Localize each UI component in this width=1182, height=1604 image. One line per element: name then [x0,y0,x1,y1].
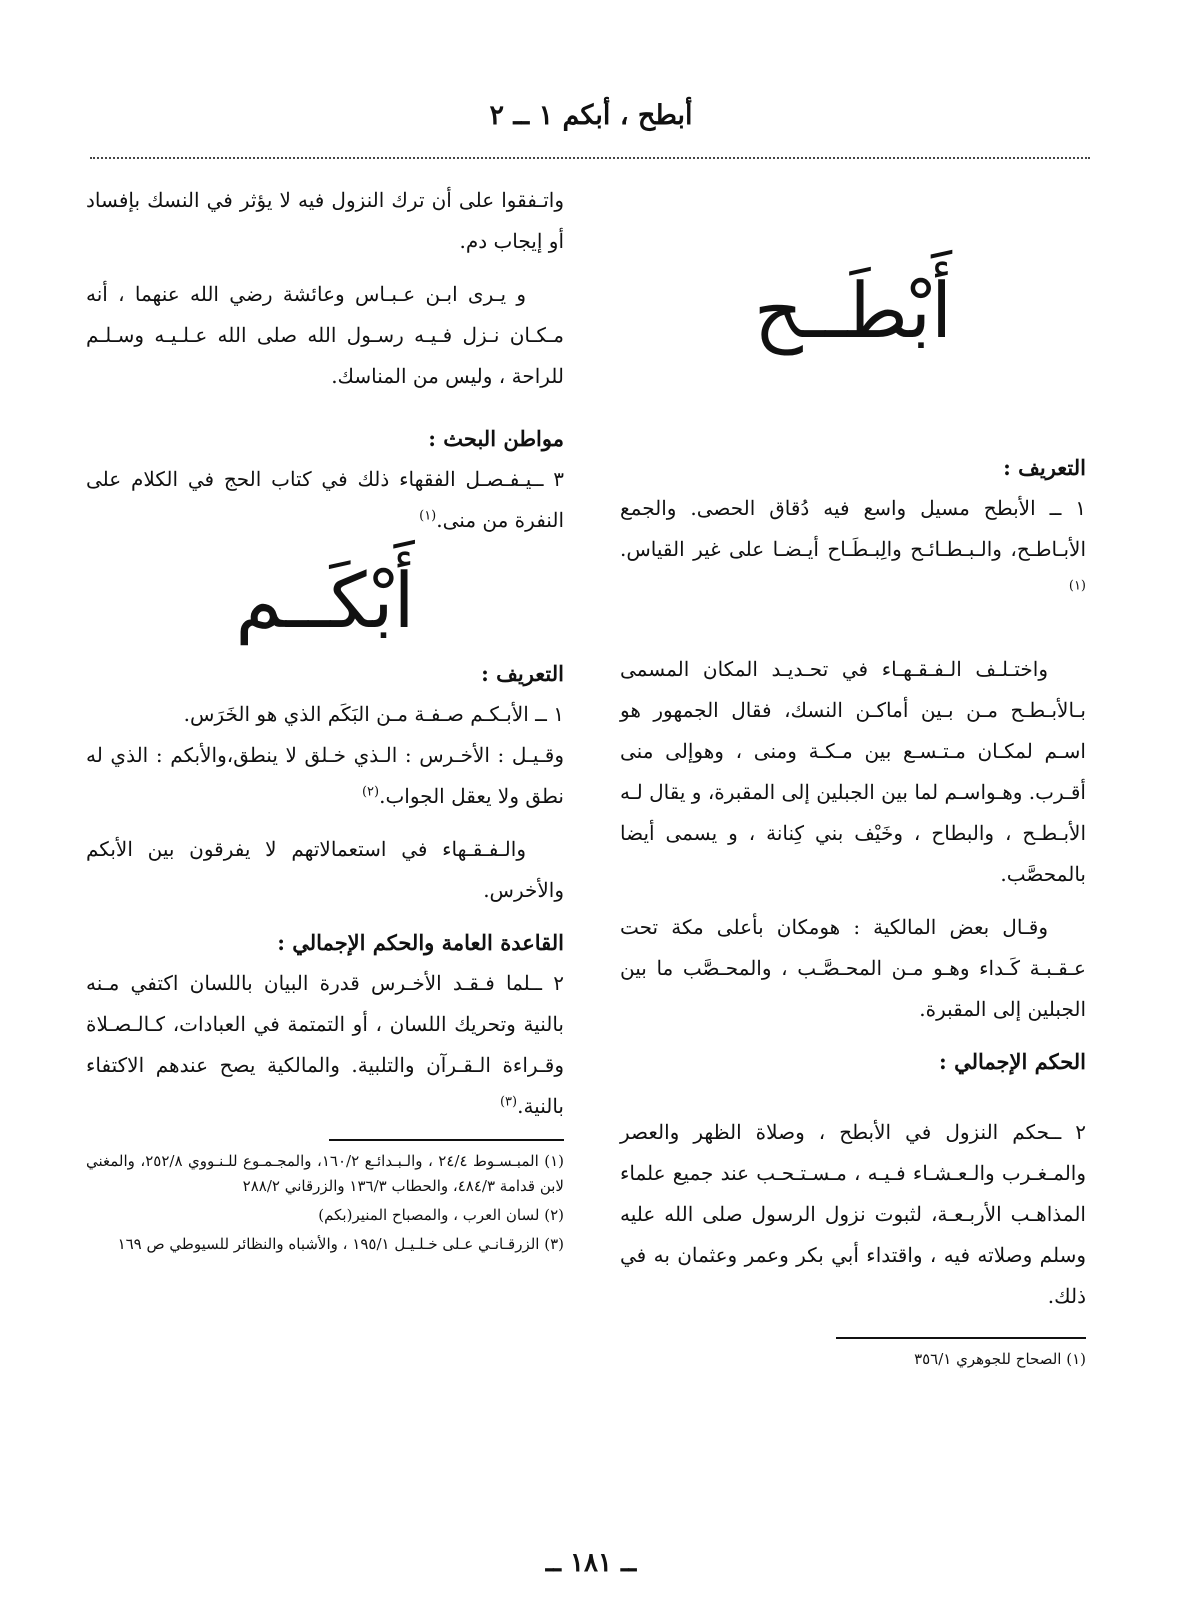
entry-title-abtah: أَبْطَــح [753,266,953,355]
page-header: أبطح ، أبكم ١ ــ ٢ [489,100,693,131]
paragraph: ١ ــ الأبـكـم صـفـة مـن البَكَم الذي هو الخَرَس. [183,702,564,727]
footnote: (١) الصحاح للجوهري ٣٥٦/١ [914,1350,1086,1369]
paragraph: واختـلـف الـفـقـهـاء في تحـديـد المكان المسمى بـالأبـطـح مـن بـين أماكـن النسك، فقال الجمهور هو اسـم لمكـان مـتـسـع بين مـكـة ومنى ، وهوإلى منى أقـرب. وهـواسـم لما بين الجبلين إلى المقبرة، و يقال لـه الأبـطـح ، والبطاح ، وخَيْف بني كِنانة ، و يسمى أيضا بالمحصَّب. [620,657,1086,887]
page-number: ــ ١٨١ ــ [545,1548,637,1578]
paragraph: والـفـقـهاء في استعمالاتهم لا يفرقون بين الأبكم والأخرس. [86,837,564,903]
right-column [620,170,1086,1376]
footnote: (٣) الزرقـانـي عـلى خـلـيـل ١٩٥/١ ، والأشباه والنظائر للسيوطي ص ١٦٩ [117,1235,564,1254]
footnote-ref: (١) [1068,578,1086,594]
ruling-heading: الحكم الإجمالي : [939,1049,1086,1075]
paragraph: ٢ ــلما فـقـد الأخـرس قدرة البيان باللسان اكتفي مـنه بالنية وتحريك اللسان ، أو التمتمة في العبادات، كـالـصـلاة وقـراءة الـقـرآن والتلبية. والمالكية يصح عندهم الاكتفاء بالنية.$^{(٣)}$ [86,971,564,1119]
paragraph: وقـيـل : الأخـرس : الـذي خـلق لا ينطق،والأبكم : الذي له نطق ولا يعقل الجواب.$^{(٢)}$ [86,743,564,809]
general-rule-heading: القاعدة العامة والحكم الإجمالي : [277,930,564,956]
research-heading: مواطن البحث : [428,426,564,451]
paragraph: و يـرى ابـن عـبـاس وعائشة رضي الله عنهما ، أنه مـكـان نـزل فـيـه رسـول الله صلى الله عـلـيـه وسـلـم للراحة ، وليس من المناسك. [86,282,564,388]
left-column [86,180,564,1261]
footnote-ref: (١) [419,508,437,524]
ruling-paragraph: ٢ ــحكم النزول في الأبطح ، وصلاة الظهر والعصر والمـغـرب والـعـشـاء فـيـه ، مـسـتـحـب عند جميع علماء المذاهـب الأربـعـة، لثبوت نزول الرسول صلى الله عليه وسلم وصلاته فيه ، واقتداء أبي بكر وعمر وعثمان به في ذلك. [620,1120,1087,1309]
footnote-ref: (٢) [361,784,380,800]
definition-heading: التعريف : [1003,455,1086,481]
definition-heading: التعريف : [481,661,564,687]
footnote: (٢) لسان العرب ، والمصباح المنير(بكم) [318,1206,564,1225]
paragraph: وقـال بعض المالكية : هومكان بأعلى مكة تحت عـقـبـة كَـداء وهـو مـن المحـصَّـب ، والمحـصَّب ما بين الجبلين إلى المقبرة. [620,915,1086,1022]
footnote-ref: (٣) [499,1094,518,1110]
footnote: (١) المبـسـوط ٢٤/٤ ، والـبـدائـع ١٦٠/٢، والمجـمـوع للـنـووي ٢٥٢/٨، والمغني لابن قدامة ٤٨٤/٣، والحطاب ١٣٦/٣ والزرقاني ٢٨٨/٢ [86,1152,564,1196]
definition-paragraph: ١ ــ الأبطح مسيل واسع فيه دُقاق الحصى. والجمع الأبـاطـح، والـبـطـائـح والِبـطَـاح أيـضـا على غير القياس.$^{(١)}$ [620,496,1086,594]
paragraph: واتـفقوا على أن ترك النزول فيه لا يؤثر في النسك بإفساد أو إيجاب دم. [86,188,564,253]
footnote-divider [329,1139,564,1141]
header-divider [90,157,1090,159]
footnote-divider [836,1337,1086,1339]
entry-title-abkam: أَبْكَــم [235,556,415,645]
paragraph: ٣ ــيـفـصـل الفقهاء ذلك في كتاب الحج في الكلام على النفرة من منى.$^{(١)}$ [86,467,564,532]
